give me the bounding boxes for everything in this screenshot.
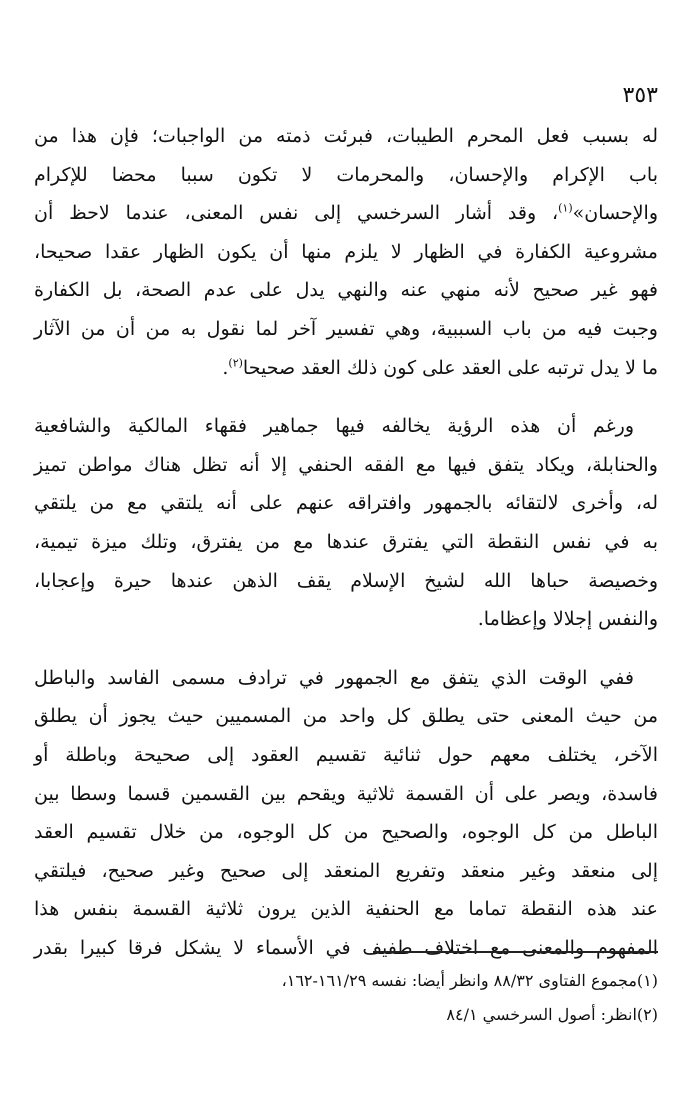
text-line: ففي الوقت الذي يتفق مع الجمهور في ترادف مسمى الفاسد والباطل: [34, 666, 634, 689]
text-fragment: ما لا يدل ترتبه على العقد على كون ذلك العقد صحيحا: [242, 356, 658, 379]
text-line: ورغم أن هذه الرؤية يخالفه فيها جماهير فقهاء المالكية والشافعية: [34, 415, 634, 438]
text-fragment: ، وقد أشار السرخسي إلى نفس المعنى، عندما لاحظ أن: [34, 202, 559, 225]
paragraph-2: [34, 407, 658, 639]
text-line: وجبت فيه من باب السببية، وهي تفسير آخر لما نقول به من أن من الآثار: [34, 317, 658, 340]
footnote-divider: [373, 951, 658, 953]
paragraph-3: [34, 659, 658, 968]
text-line: [34, 194, 658, 233]
text-line: من حيث المعنى حتى يطلق كل واحد من المسميين حيث يجوز أن يطلق: [34, 705, 658, 728]
text-line: له بسبب فعل المحرم الطيبات، فبرئت ذمته من الواجبات؛ فإن هذا من: [34, 125, 658, 147]
footnote-ref-1[interactable]: (١): [558, 201, 573, 215]
footnote-1: (١)مجموع الفتاوى ٨٨/٣٢ وانظر أيضا: نفسه ١٦١/٢٩-١٦٢،: [281, 971, 658, 990]
text-line: والنفس إجلالا وإعظاما.: [477, 608, 658, 631]
paragraph-1: [34, 117, 658, 387]
text-line: مشروعية الكفارة في الظهار لا يلزم منها أن يكون الظهار عقدا صحيحا،: [34, 240, 658, 263]
text-line: وخصيصة حباها الله لشيخ الإسلام يقف الذهن عندها حيرة وإعجابا،: [34, 569, 658, 592]
footnotes: [34, 964, 658, 1032]
text-line: باب الإكرام والإحسان، والمحرمات لا تكون سببا محضا للإكرام: [34, 163, 658, 186]
text-line: إلى منعقد وغير منعقد وتفريع المنعقد إلى صحيح وغير صحيح، فيلتقي: [34, 859, 658, 882]
text-line: عند هذه النقطة تماما مع الحنفية الذين يرون ثلاثية القسمة بنفس هذا: [34, 898, 658, 921]
text-fragment: .: [222, 356, 229, 379]
text-line: والحنابلة، ويكاد يتفق فيها مع الفقه الحنفي إلا أنه تظل هناك مواطن تميز: [34, 453, 658, 476]
text-fragment: والإحسان»: [572, 202, 658, 225]
text-line: الآخر، يختلف معهم حول ثنائية تقسيم العقود إلى صحيحة وباطلة أو: [34, 743, 658, 766]
footnote-ref-2[interactable]: (٢): [228, 356, 243, 370]
page-number: ٣٥٣: [622, 83, 658, 108]
book-page: [34, 0, 658, 1097]
text-line: [34, 349, 658, 388]
text-line: فاسدة، ويصر على أن القسمة ثلاثية ويقحم بين القسمين قسما وسطا بين: [34, 782, 658, 805]
text-line: المفهوم والمعنى مع اختلاف طفيف في الأسماء لا يشكل فرقا كبيرا بقدر: [34, 936, 658, 959]
text-line: له، وأخرى لالتقائه بالجمهور وافتراقه عنهم على أنه يلتقي مع من يلتقي: [34, 492, 658, 515]
text-line: فهو غير صحيح لأنه منهي عنه والنهي يدل على عدم الصحة، بل الكفارة: [34, 279, 658, 302]
main-text: [34, 117, 658, 987]
text-line: به في نفس النقطة التي يفترق عندها مع من يفترق، وتلك ميزة تيمية،: [34, 530, 658, 553]
footnote-2: (٢)انظر: أصول السرخسي ٨٤/١: [446, 1005, 658, 1024]
text-line: الباطل من كل الوجوه، والصحيح من كل الوجوه، من خلال تقسيم العقد: [34, 821, 658, 844]
